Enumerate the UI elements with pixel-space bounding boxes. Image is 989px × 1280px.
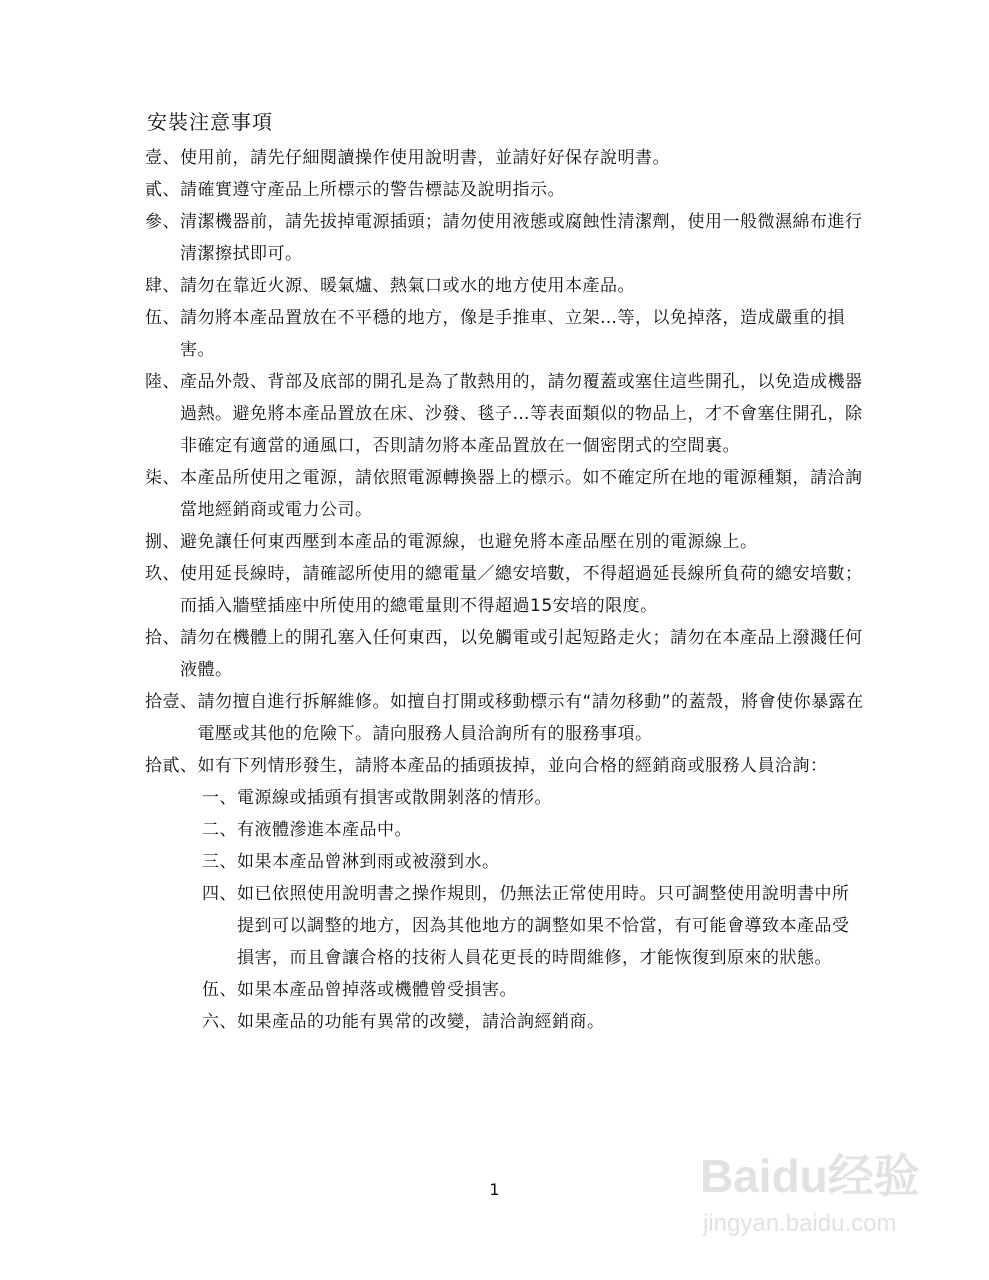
item-text: 本產品所使用之電源，請依照電源轉換器上的標示。如不確定所在地的電源種類，請洽詢當地經銷商或電力公司。	[180, 468, 863, 520]
list-item	[145, 302, 865, 366]
item-text: 請勿在機體上的開孔塞入任何東西，以免觸電或引起短路走火；請勿在本產品上潑濺任何液體。	[180, 628, 863, 680]
list-item	[145, 174, 865, 206]
item-marker: 參、	[145, 212, 180, 232]
list-item	[145, 526, 865, 558]
sub-item-marker: 二、	[202, 820, 237, 840]
baidu-watermark-logo	[700, 1140, 960, 1270]
item-text: 產品外殼、背部及底部的開孔是為了散熱用的，請勿覆蓋或塞住這些開孔，以免造成機器過熱。避免將本產品置放在床、沙發、毯子…等表面類似的物品上，才不會塞住開孔，除非確定有適當的通風口，否則請勿將本產品置放在一個密閉式的空間裏。	[180, 372, 863, 456]
item-text: 清潔機器前，請先拔掉電源插頭；請勿使用液態或腐蝕性清潔劑，使用一般微濕綿布進行清潔擦拭即可。	[180, 212, 863, 264]
list-item	[145, 622, 865, 686]
sub-item-marker: 三、	[202, 852, 237, 872]
list-item	[145, 750, 865, 782]
item-marker: 貳、	[145, 180, 180, 200]
list-item	[145, 366, 865, 462]
item-marker: 玖、	[145, 564, 180, 584]
sub-item-text: 電源線或插頭有損害或散開剝落的情形。	[237, 788, 552, 808]
item-marker: 肆、	[145, 276, 180, 296]
item-text: 請勿擅自進行拆解維修。如擅自打開或移動標示有“請勿移動”的蓋殼，將會使你暴露在電壓或其他的危險下。請向服務人員洽詢所有的服務事項。	[197, 692, 864, 744]
item-marker: 拾貳、	[145, 756, 198, 776]
item-marker: 柒、	[145, 468, 180, 488]
item-text: 使用前，請先仔細閱讀操作使用說明書，並請好好保存說明書。	[180, 148, 670, 168]
list-item	[145, 142, 865, 174]
sub-list-item	[145, 974, 865, 1006]
item-marker: 拾壹、	[145, 692, 198, 712]
watermark-url: jingyan.baidu.com	[703, 1210, 897, 1237]
sub-list-item	[145, 878, 865, 974]
sub-item-marker: 六、	[202, 1012, 237, 1032]
item-marker: 捌、	[145, 532, 180, 552]
item-marker: 壹、	[145, 148, 180, 168]
page-number: 1	[489, 1180, 500, 1199]
item-text: 請勿在靠近火源、暖氣爐、熱氣口或水的地方使用本產品。	[180, 276, 635, 296]
sub-item-text: 有液體滲進本產品中。	[237, 820, 412, 840]
document-title: 安裝注意事項	[147, 110, 273, 134]
sub-item-text: 如果本產品曾淋到雨或被潑到水。	[237, 852, 500, 872]
list-item	[145, 462, 865, 526]
item-text: 請勿將本產品置放在不平穩的地方，像是手推車、立架…等，以免掉落，造成嚴重的損害。	[180, 308, 845, 360]
list-item	[145, 686, 865, 750]
sub-list-item	[145, 782, 865, 814]
watermark-brand: Baidu经验	[700, 1150, 920, 1202]
item-marker: 伍、	[145, 308, 180, 328]
item-list	[145, 142, 865, 1038]
sub-item-text: 如果本產品曾掉落或機體曾受損害。	[237, 980, 517, 1000]
sub-item-marker: 四、	[202, 884, 237, 904]
item-marker: 陸、	[145, 372, 180, 392]
sub-list-item	[145, 846, 865, 878]
sub-item-marker: 伍、	[202, 980, 237, 1000]
list-item	[145, 206, 865, 270]
item-text: 請確實遵守產品上所標示的警告標誌及說明指示。	[180, 180, 565, 200]
sub-item-text: 如已依照使用說明書之操作規則，仍無法正常使用時。只可調整使用說明書中所提到可以調整的地方，因為其他地方的調整如果不恰當，有可能會導致本產品受損害，而且會讓合格的技術人員花更長的時間維修，才能恢復到原來的狀態。	[237, 884, 850, 968]
sub-item-marker: 一、	[202, 788, 237, 808]
item-text: 使用延長線時，請確認所使用的總電量／總安培數，不得超過延長線所負荷的總安培數；而插入牆壁插座中所使用的總電量則不得超過15安培的限度。	[180, 564, 863, 616]
item-text: 如有下列情形發生，請將本產品的插頭拔掉，並向合格的經銷商或服務人員洽詢：	[197, 756, 828, 776]
item-text: 避免讓任何東西壓到本產品的電源線，也避免將本產品壓在別的電源線上。	[180, 532, 758, 552]
sub-list-item	[145, 814, 865, 846]
item-marker: 拾、	[145, 628, 180, 648]
sub-list-item	[145, 1006, 865, 1038]
list-item	[145, 558, 865, 622]
list-item	[145, 270, 865, 302]
sub-item-text: 如果產品的功能有異常的改變，請洽詢經銷商。	[237, 1012, 605, 1032]
